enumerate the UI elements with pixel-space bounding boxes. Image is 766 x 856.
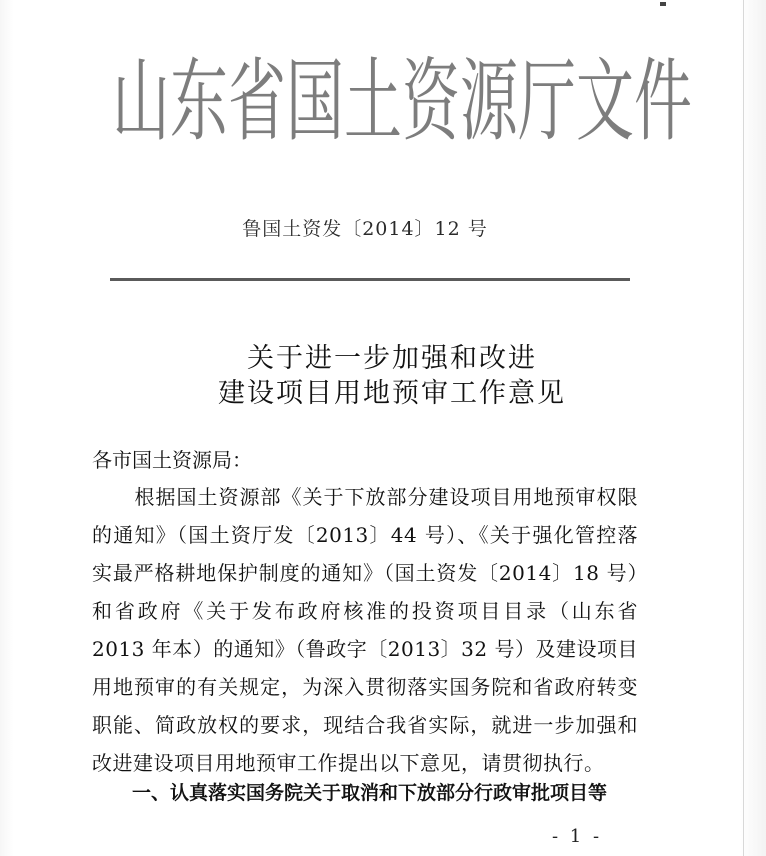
- document-title-line-2: 建设项目用地预审工作意见: [218, 378, 566, 409]
- page-number: - 1 -: [552, 826, 603, 847]
- scan-mark: [660, 2, 666, 6]
- document-number: 鲁国土资发〔2014〕12 号: [242, 218, 488, 240]
- section-heading: 一、认真落实国务院关于取消和下放部分行政审批项目等: [132, 782, 608, 804]
- header-divider: [110, 278, 630, 281]
- salutation: 各市国土资源局：: [92, 448, 252, 472]
- scan-edge-line: [743, 0, 744, 856]
- issuer-header-title: 山东省国土资源厅文件: [112, 48, 693, 154]
- body-paragraph-container: [92, 478, 638, 782]
- body-paragraph: 根据国土资源部《关于下放部分建设项目用地预审权限的通知》（国土资厅发〔2013〕44 号）、《关于强化管控落实最严格耕地保护制度的通知》（国土资发〔2014〕18 号）和省政府《关于发布政府核准的投资项目目录（山东省 2013 年本）的通知》（鲁政字〔2013〕32 号）及建设项目用地预审的有关规定，为深入贯彻落实国务院和省政府转变职能、简政放权的要求，现结合我省实际，就进一步加强和改进建设项目用地预审工作提出以下意见，请贯彻执行。: [92, 485, 638, 775]
- document-title-line-1: 关于进一步加强和改进: [247, 343, 537, 374]
